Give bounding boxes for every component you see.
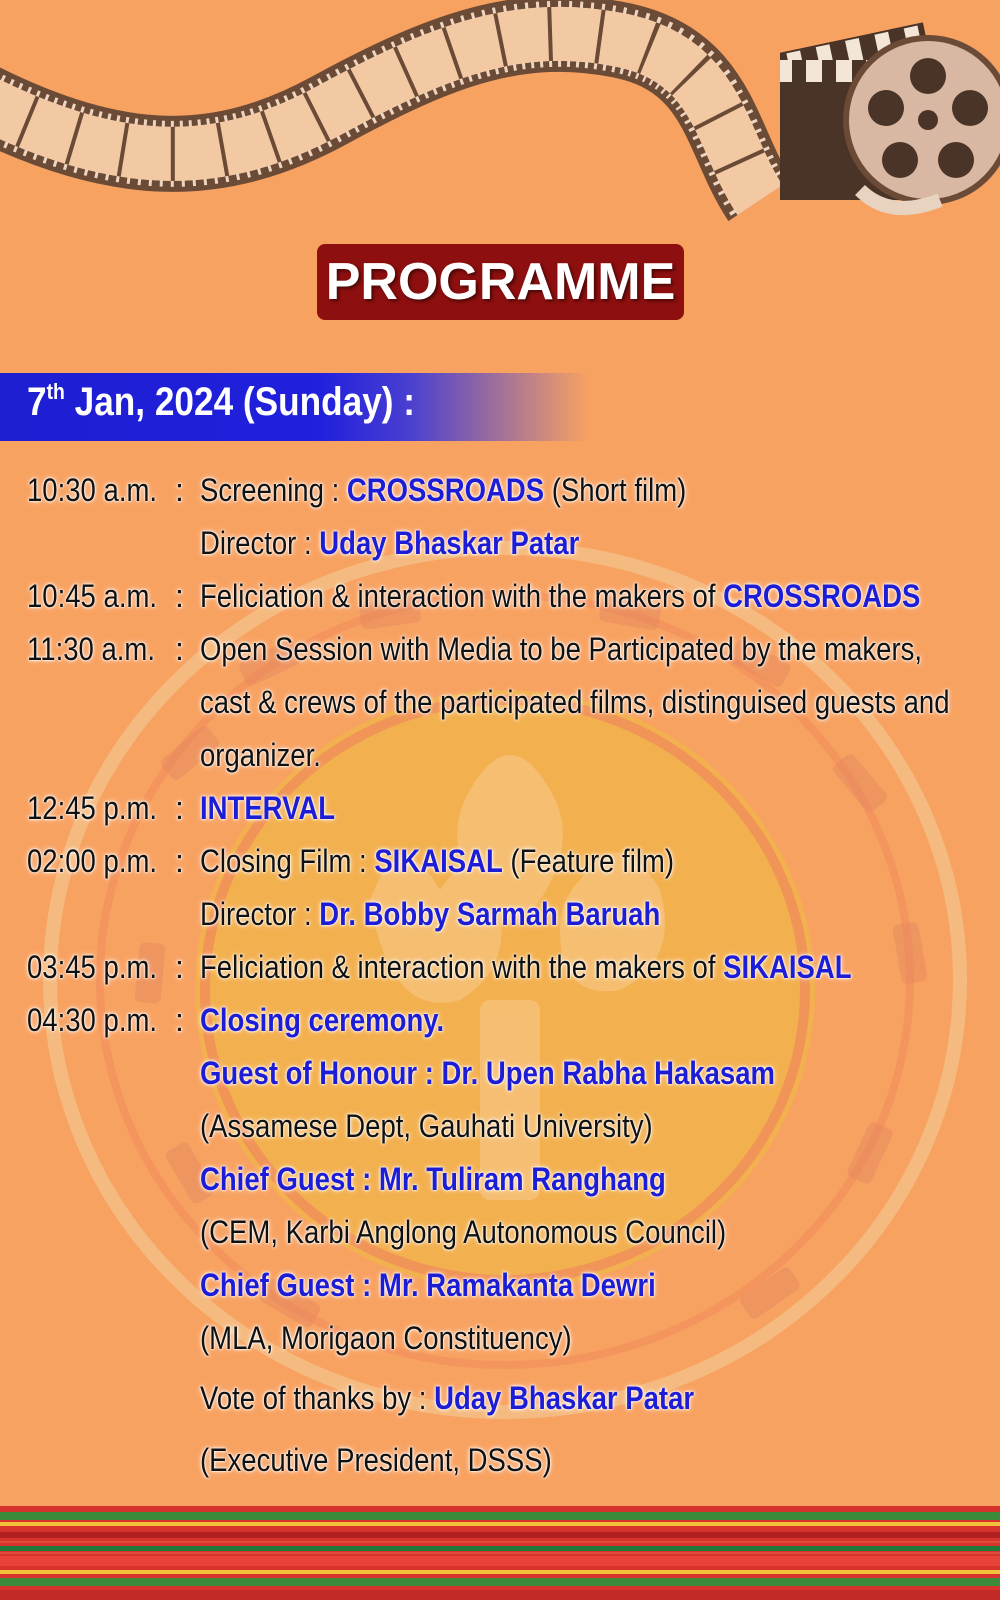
page-title: PROGRAMME (325, 253, 676, 311)
schedule-time: 02:00 p.m. (27, 843, 158, 879)
schedule-desc (200, 1374, 694, 1422)
schedule-time: 04:30 p.m. (27, 1002, 158, 1038)
desc-text: Screening : (200, 472, 347, 508)
date-day: 7 (27, 380, 47, 424)
desc-text: Closing Film : (200, 843, 375, 879)
film-strip-decoration (0, 0, 800, 230)
schedule-desc: Chief Guest : Mr. Tuliram Ranghang (200, 1161, 666, 1197)
schedule-colon: : (175, 790, 184, 826)
desc-text: Feliciation & interaction with the makers of (200, 949, 724, 985)
schedule-desc: Guest of Honour : Dr. Upen Rabha Hakasam (200, 1055, 775, 1091)
schedule-desc: organizer. (200, 737, 321, 773)
woven-border-band (0, 1506, 1000, 1600)
desc-highlight: Uday Bhaskar Patar (319, 525, 580, 561)
desc-text: Feliciation & interaction with the makers of (200, 578, 724, 614)
desc-highlight: CROSSROADS (346, 472, 545, 508)
date-heading (27, 379, 415, 425)
schedule-colon: : (175, 631, 184, 667)
desc-text: Director : (200, 896, 320, 932)
date-suffix: th (46, 379, 65, 404)
programme-title-box (317, 244, 684, 320)
schedule-desc (200, 572, 920, 620)
schedule-desc: (Assamese Dept, Gauhati University) (200, 1108, 653, 1144)
desc-text: (Short film) (544, 472, 687, 508)
desc-highlight: SIKAISAL (374, 843, 503, 879)
schedule-desc (200, 519, 579, 567)
schedule-desc: Closing ceremony. (200, 1002, 445, 1038)
schedule-time: 10:30 a.m. (27, 472, 158, 508)
schedule-desc: (Executive President, DSSS) (200, 1442, 552, 1478)
schedule-colon: : (175, 843, 184, 879)
date-banner (0, 373, 640, 441)
schedule-desc: (MLA, Morigaon Constituency) (200, 1320, 572, 1356)
desc-text: Director : (200, 525, 320, 561)
schedule-time: 11:30 a.m. (27, 631, 155, 667)
schedule-desc: INTERVAL (200, 790, 336, 826)
schedule-time: 03:45 p.m. (27, 949, 158, 985)
schedule-desc: Open Session with Media to be Participated by the makers, (200, 631, 923, 667)
schedule-desc (200, 890, 660, 938)
schedule-desc (200, 466, 686, 514)
schedule-desc (200, 837, 674, 885)
desc-highlight: Uday Bhaskar Patar (434, 1380, 695, 1416)
schedule-time: 10:45 a.m. (27, 578, 158, 614)
schedule-desc (200, 943, 852, 991)
desc-text: Vote of thanks by : (200, 1380, 435, 1416)
schedule-colon: : (175, 578, 184, 614)
schedule-desc: (CEM, Karbi Anglong Autonomous Council) (200, 1214, 727, 1250)
schedule-colon: : (175, 949, 184, 985)
schedule-desc: Chief Guest : Mr. Ramakanta Dewri (200, 1267, 656, 1303)
desc-text: (Feature film) (502, 843, 675, 879)
desc-highlight: SIKAISAL (723, 949, 852, 985)
schedule-time: 12:45 p.m. (27, 790, 158, 826)
desc-highlight: CROSSROADS (723, 578, 921, 614)
schedule-colon: : (175, 472, 184, 508)
schedule-colon: : (175, 1002, 184, 1038)
clapperboard-reel-icon (780, 0, 1000, 230)
schedule-desc: cast & crews of the participated films, distinguised guests and (200, 684, 950, 720)
desc-highlight: Dr. Bobby Sarmah Baruah (319, 896, 661, 932)
date-rest: Jan, 2024 (Sunday) : (64, 380, 416, 424)
